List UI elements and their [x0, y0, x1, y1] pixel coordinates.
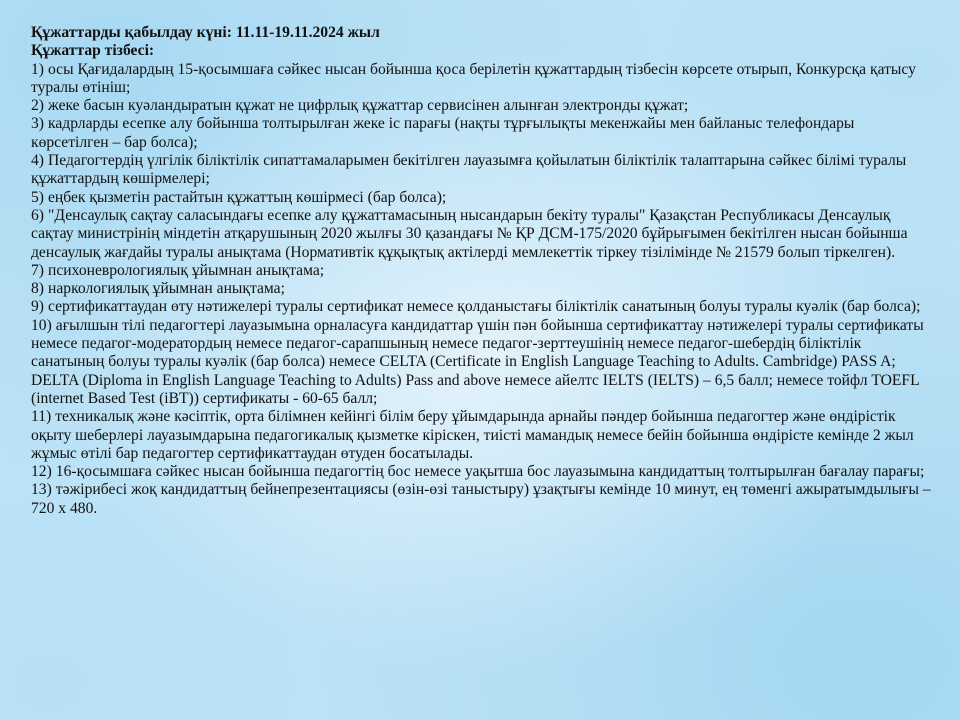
document-list [31, 61, 935, 518]
list-item-text: наркологиялық ұйымнан анықтама; [48, 280, 285, 298]
list-item [31, 61, 935, 98]
list-item [31, 152, 935, 189]
list-item [31, 298, 935, 316]
list-item-number: 3) [31, 115, 44, 133]
list-item-text: осы Қағидалардың 15-қосымшаға сәйкес нысан бойынша қоса берілетін құжаттардың тізбесін көрсете отырып, Конкурсқа қатысу туралы өтініш; [31, 60, 916, 96]
list-item-number: 1) [31, 60, 44, 78]
list-item-number: 2) [31, 97, 44, 115]
list-item-number: 11) [31, 408, 52, 426]
slide-title: Құжаттарды қабылдау күні: 11.11-19.11.2024 жыл [31, 24, 380, 41]
list-item-number: 7) [31, 261, 44, 279]
list-item-number: 6) [31, 206, 44, 224]
list-item [31, 97, 935, 115]
list-item [31, 189, 935, 207]
list-item [31, 207, 935, 262]
list-item [31, 280, 935, 298]
list-item-text: психоневрологиялық ұйымнан анықтама; [48, 261, 325, 279]
list-item-number: 10) [31, 316, 52, 334]
list-item [31, 481, 935, 518]
list-item [31, 408, 935, 463]
list-item-number: 4) [31, 152, 44, 170]
list-item-text: ағылшын тілі педагогтері лауазымына орналасуға кандидаттар үшін пән бойынша сертификаттау нәтижелері туралы сертификаты немесе педагог-модератордың немесе педагог-сарапшының немесе педагог-зерттеушінің немесе педагог-шебердің біліктілік санатының болуы туралы куәлік (бар болса) немесе CELTA (Certificate in English Language Teaching to Adults. Cambridge) PASS A; DELTA (Diploma in English Language Teaching to Adults) Pass and above немесе айелтс IELTS (IELTS) – 6,5 балл; немесе тойфл TOEFL (internet Based Test (iBT)) сертификаты - 60-65 балл; [31, 316, 924, 407]
slide-content [31, 24, 935, 518]
slide-subtitle: Құжаттар тізбесі: [31, 42, 155, 60]
list-item-text: Педагогтердің үлгілік біліктілік сипаттамаларымен бекітілген лауазымға қойылатын біліктілік талаптарына сәйкес білімі туралы құжаттардың көшірмелері; [31, 152, 907, 188]
list-item-number: 8) [31, 280, 44, 298]
list-item-text: техникалық және кәсіптік, орта білімнен кейінгі білім беру ұйымдарында арнайы пәндер бойынша педагогтер және өндірістік оқыту шеберлері лауазымдарына педагогикалық қызметке кіріскен, тиісті мамандық немесе бейін бойынша өндірісте кемінде 2 жыл жұмыс өтілі бар педагогтер сертификаттаудан өтуден босатылады. [31, 408, 914, 462]
list-item-text: сертификаттаудан өту нәтижелері туралы сертификат немесе қолданыстағы біліктілік санатының болуы туралы куәлік (бар болса); [48, 298, 921, 316]
list-item-number: 12) [31, 463, 52, 481]
list-item-text: 16-қосымшаға сәйкес нысан бойынша педагогтің бос немесе уақытша бос лауазымына кандидаттың толтырылған бағалау парағы; [55, 463, 925, 481]
list-item [31, 115, 935, 152]
list-item [31, 262, 935, 280]
list-item [31, 463, 935, 481]
list-item-text: еңбек қызметін растайтын құжаттың көшірмесі (бар болса); [48, 188, 447, 206]
list-item-text: жеке басын куәландыратын құжат не цифрлық құжаттар сервисінен алынған электронды құжат; [48, 97, 689, 115]
list-item-text: тәжірибесі жоқ кандидаттың бейнепрезентациясы (өзін-өзі таныстыру) ұзақтығы кемінде 10 минут, ең төменгі ажыратымдылығы – 720 x 480. [31, 481, 931, 517]
list-item-text: "Денсаулық сақтау саласындағы есепке алу құжаттамасының нысандарын бекіту туралы" Қазақстан Республикасы Денсаулық сақтау министрінің міндетін атқарушының 2020 жылғы 30 қазандағы № ҚР ДСМ-175/2020 бұйрығымен бекітілген нысан бойынша денсаулық жағдайы туралы анықтама (Нормативтік құқықтық актілерді мемлекеттік тіркеу тізілімінде № 21579 болып тіркелген). [31, 206, 908, 261]
list-item-number: 9) [31, 298, 44, 316]
list-item-number: 13) [31, 481, 52, 499]
list-item-text: кадрларды есепке алу бойынша толтырылған жеке іс парағы (нақты тұрғылықты мекенжайы мен байланыс телефондары көрсетілген – бар болса); [31, 115, 855, 151]
list-item [31, 317, 935, 408]
list-item-number: 5) [31, 188, 44, 206]
